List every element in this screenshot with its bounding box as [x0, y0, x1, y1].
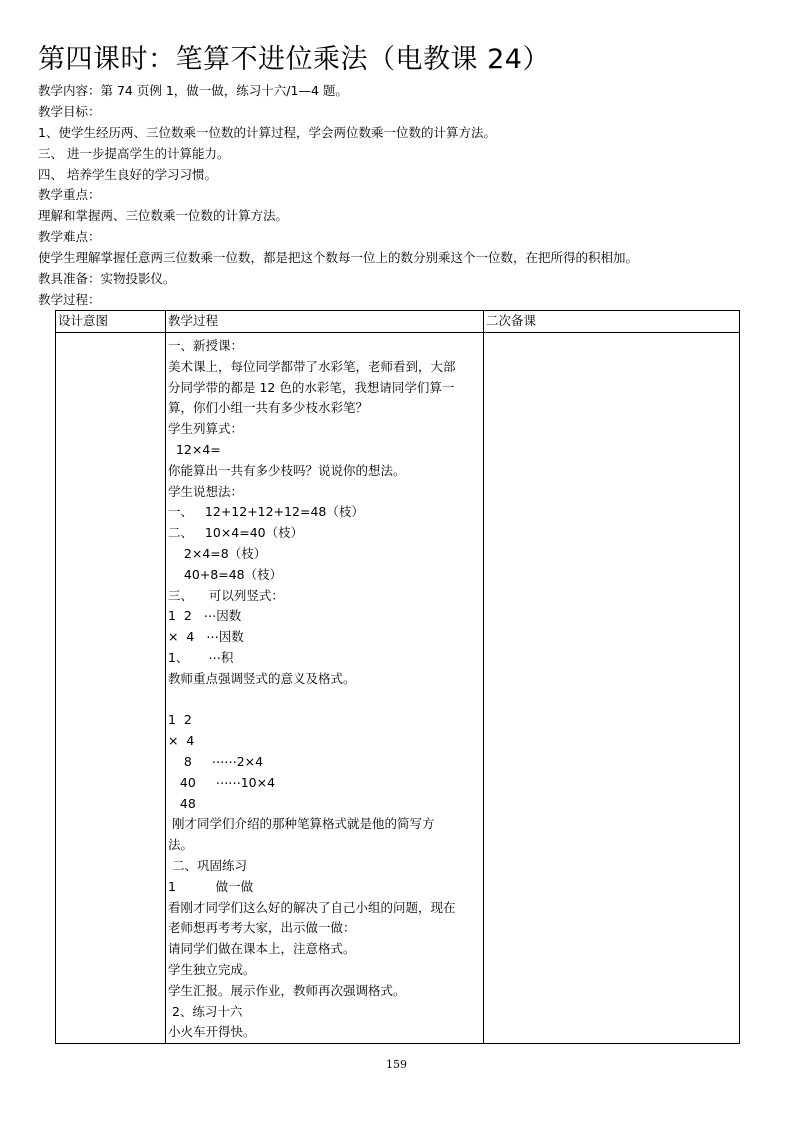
- process-line: 老师想再考考大家，出示做一做：: [168, 920, 356, 936]
- intro-difficulty: 使学生理解掌握任意两三位数乘一位数，都是把这个数每一位上的数分别乘这个一位数，在把所得的积相加。: [38, 250, 639, 266]
- header-teaching-process: 教学过程: [168, 313, 219, 328]
- process-line: 一、新授课：: [168, 338, 244, 353]
- intro-process-heading: 教学过程：: [38, 291, 101, 307]
- process-line: 40+8=48（枝）: [168, 566, 283, 582]
- process-line: 算，你们小组一共有多少枝水彩笔？: [168, 400, 369, 416]
- intro-objective-2: 三、 进一步提高学生的计算能力。: [38, 145, 230, 161]
- process-line: 48: [168, 795, 196, 811]
- lesson-plan-table: [55, 310, 740, 1044]
- process-line: 学生列算式：: [168, 421, 244, 437]
- process-line: 2、练习十六: [168, 1003, 243, 1019]
- intro-section: [38, 81, 778, 311]
- process-line: 教师重点强调竖式的意义及格式。: [168, 670, 356, 686]
- process-line: 1 2 ⋯因数: [168, 608, 242, 624]
- process-line: 12×4=: [168, 441, 221, 457]
- process-line: 法。: [168, 837, 194, 853]
- process-line: 1 做一做: [168, 878, 254, 894]
- table-header-row: [56, 311, 740, 333]
- process-line: 二、 10×4=40（枝）: [168, 525, 304, 541]
- header-second-preparation: 二次备课: [486, 313, 537, 328]
- process-line: 8 ⋯⋯2×4: [168, 753, 264, 769]
- process-line: 1、 ⋯积: [168, 649, 234, 665]
- process-line: 美术课上，每位同学都带了水彩笔，老师看到，大部: [168, 358, 456, 374]
- page-title: 第四课时：笔算不进位乘法（电教课 24）: [38, 44, 550, 75]
- process-line: [168, 690, 483, 711]
- page-number: 159: [386, 1058, 407, 1071]
- intro-content-line: 教学内容：第 74 页例 1，做一做，练习十六/1—4 题。: [38, 83, 348, 98]
- process-line: 1 2: [168, 712, 192, 728]
- process-line: 小火车开得快。: [168, 1024, 256, 1040]
- process-line: 刚才同学们介绍的那种笔算格式就是他的简写方: [168, 816, 435, 832]
- header-cell-second-prep: [484, 311, 740, 333]
- process-line: 你能算出一共有多少枝吗？说说你的想法。: [168, 462, 406, 478]
- intro-key-points-heading: 教学重点：: [38, 187, 101, 203]
- header-cell-design-intent: [56, 311, 166, 333]
- intro-objective-3: 四、 培养学生良好的学习习惯。: [38, 166, 217, 182]
- process-line: × 4 ⋯因数: [168, 629, 244, 645]
- process-line: 学生汇报。展示作业，教师再次强调格式。: [168, 982, 406, 998]
- process-line: 分同学带的都是 12 色的水彩笔，我想请同学们算一: [168, 379, 455, 395]
- process-line: 二、巩固练习: [168, 857, 247, 873]
- process-line: 2×4=8（枝）: [168, 545, 267, 561]
- intro-key-points: 理解和掌握两、三位数乘一位数的计算方法。: [38, 208, 289, 224]
- header-design-intent: 设计意图: [58, 313, 109, 328]
- process-line: 学生说想法：: [168, 483, 244, 499]
- process-line: 一、 12+12+12+12=48（枝）: [168, 504, 364, 520]
- header-cell-process: [166, 311, 484, 333]
- process-line: 三、 可以列竖式：: [168, 587, 284, 603]
- process-line: 学生独立完成。: [168, 961, 256, 977]
- intro-objectives-heading: 教学目标：: [38, 103, 101, 119]
- process-line: 40 ⋯⋯10×4: [168, 774, 276, 790]
- intro-difficulty-heading: 教学难点：: [38, 229, 101, 245]
- process-line: × 4: [168, 733, 195, 749]
- second-preparation-cell: [484, 333, 740, 1044]
- design-intent-cell: [56, 333, 166, 1044]
- intro-materials: 教具准备：实物投影仪。: [38, 271, 176, 287]
- process-line: 看刚才同学们这么好的解决了自己小组的问题，现在: [168, 899, 456, 915]
- table-body-row: [56, 333, 740, 1044]
- teaching-process-lines: [166, 333, 483, 1043]
- intro-objective-1: 1、使学生经历两、三位数乘一位数的计算过程，学会两位数乘一位数的计算方法。: [38, 124, 496, 140]
- teaching-process-cell: [166, 333, 484, 1044]
- process-line: 请同学们做在课本上，注意格式。: [168, 941, 356, 957]
